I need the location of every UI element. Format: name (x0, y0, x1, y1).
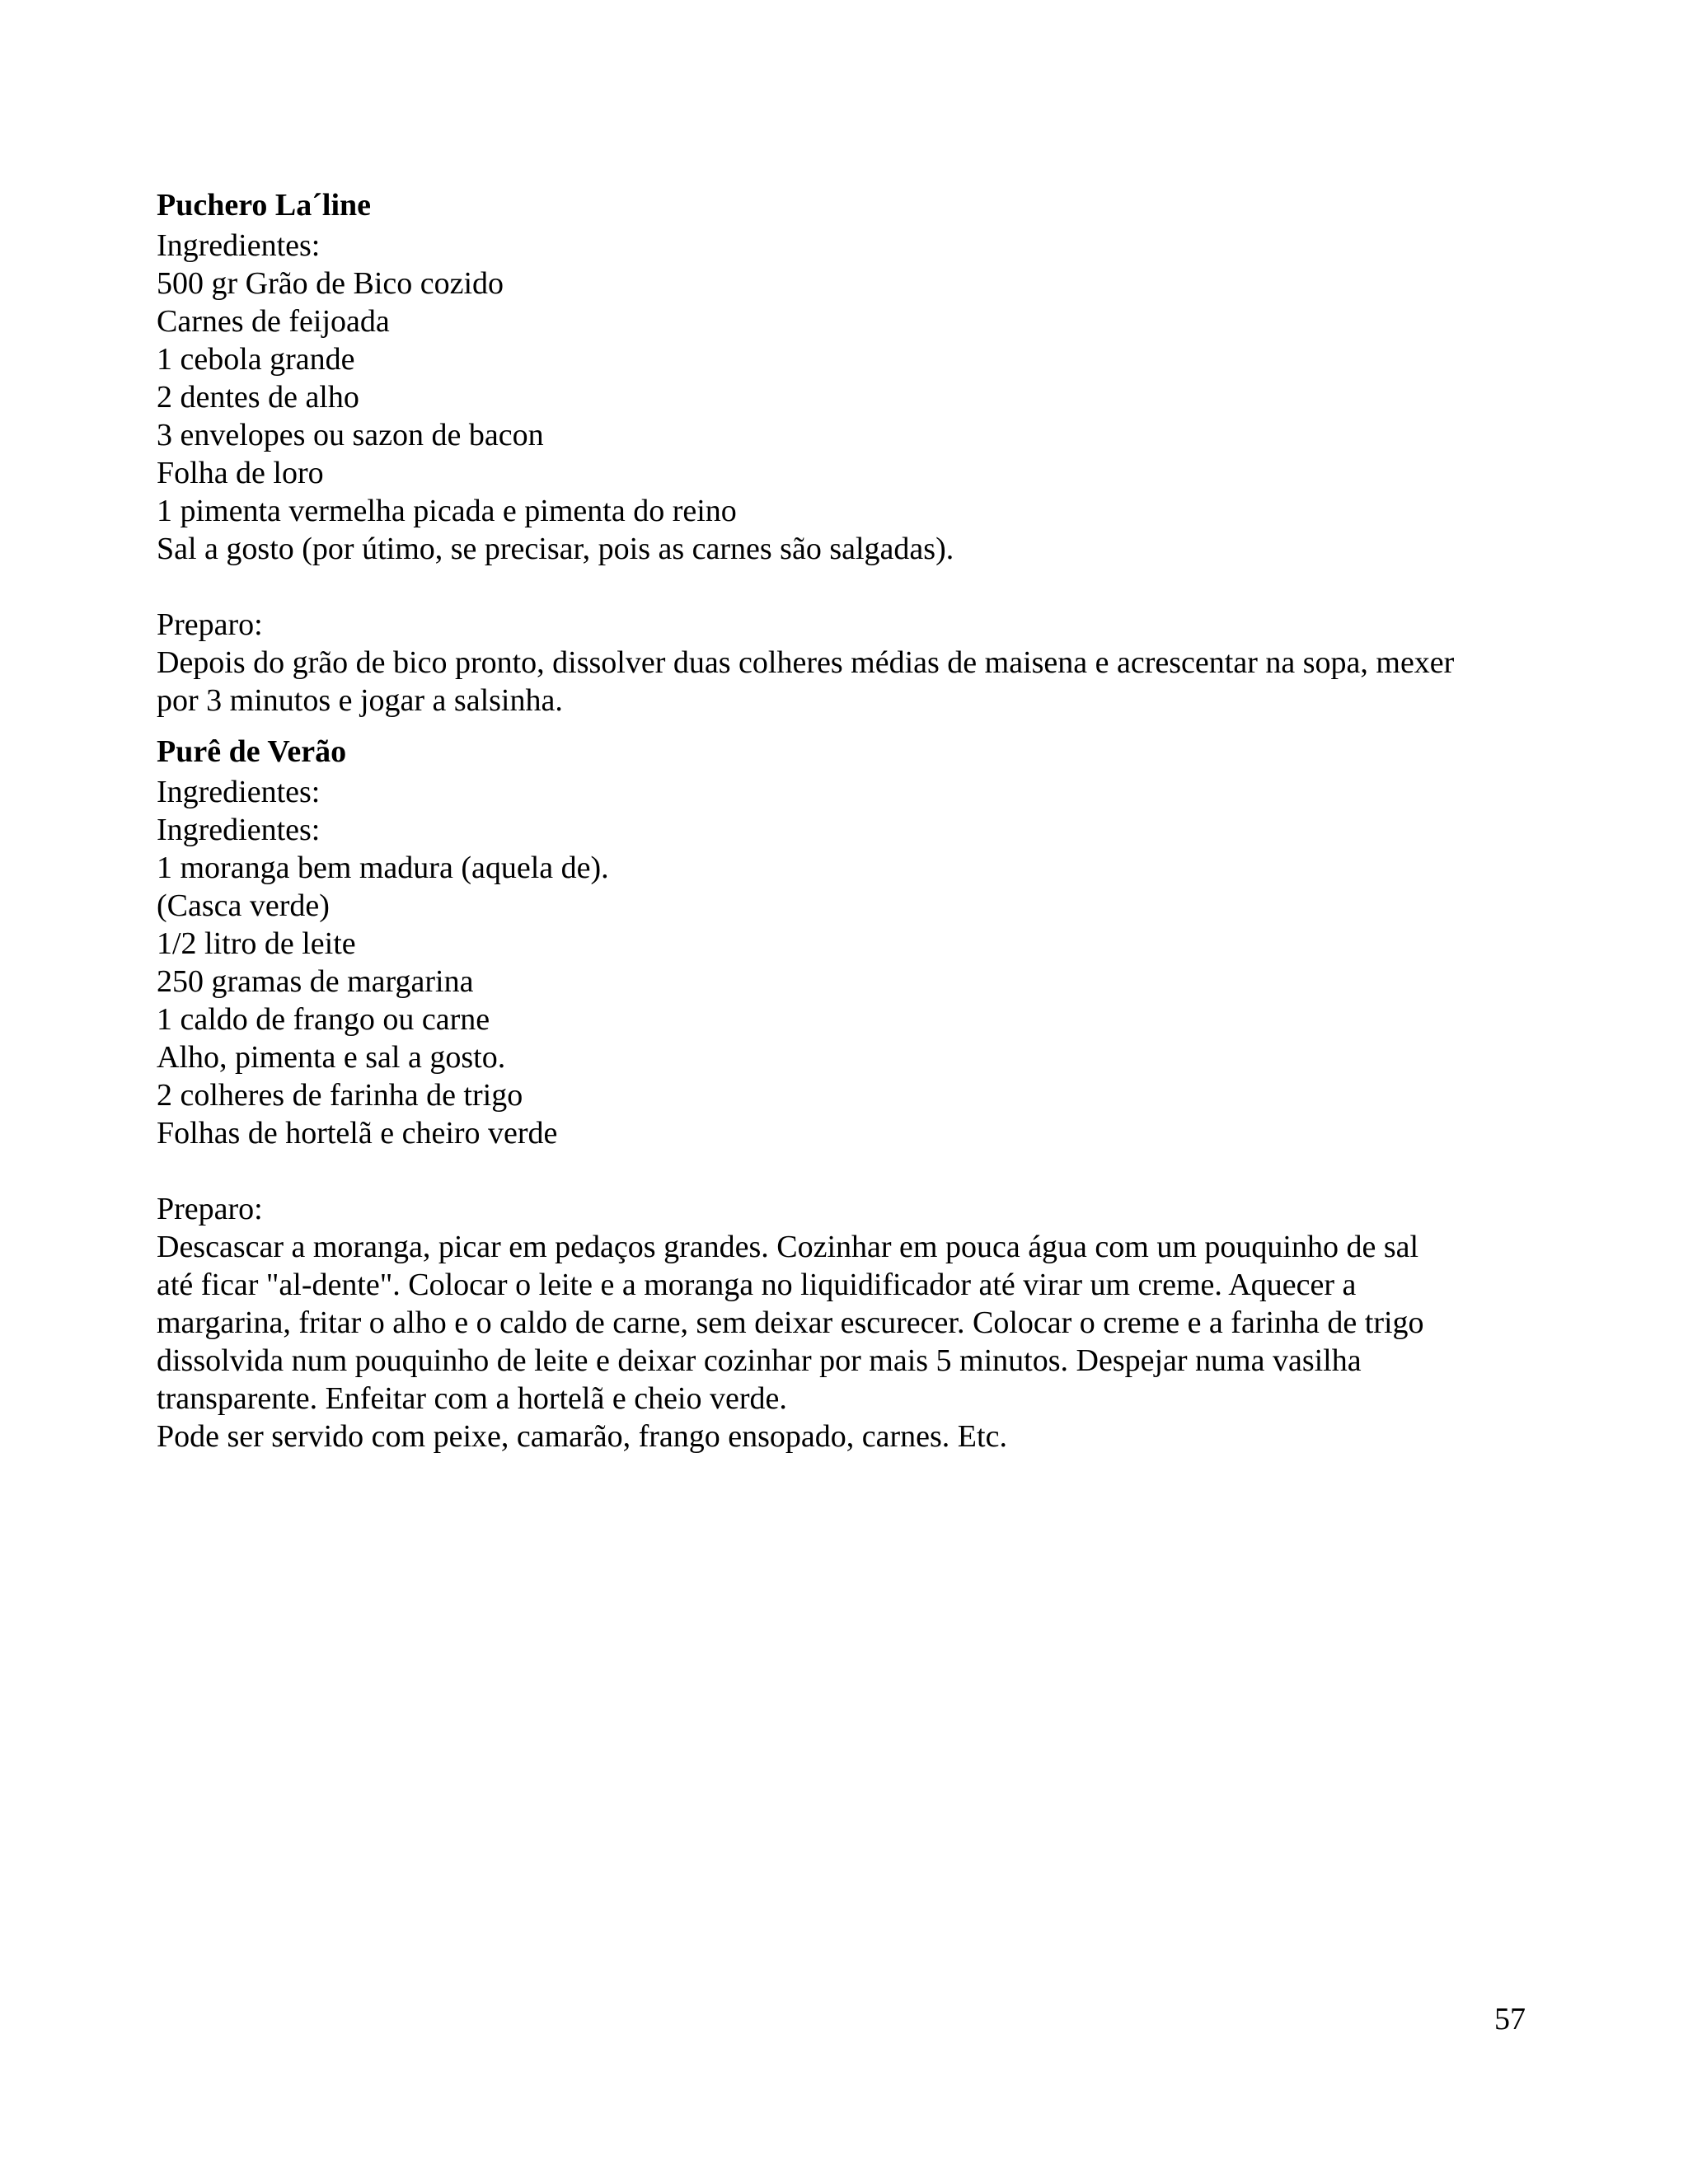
ingredient-item: 1 pimenta vermelha picada e pimenta do reino (157, 494, 737, 528)
ingredients-heading: Ingredientes: (157, 775, 321, 809)
recipe-puchero (157, 186, 1541, 719)
preparo-line: Pode ser servido com peixe, camarão, frango ensopado, carnes. Etc. (157, 1419, 1007, 1454)
ingredient-item: 1 caldo de frango ou carne (157, 1002, 490, 1037)
ingredient-item: Ingredientes: (157, 813, 321, 847)
ingredient-item: Folhas de hortelã e cheiro verde (157, 1116, 558, 1151)
preparo-line: por 3 minutos e jogar a salsinha. (157, 683, 563, 718)
ingredient-item: Carnes de feijoada (157, 304, 390, 339)
preparo-heading: Preparo: (157, 607, 263, 642)
preparo-line: até ficar "al-dente". Colocar o leite e a moranga no liquidificador até virar um creme. Aquecer a (157, 1268, 1357, 1302)
recipe-title: Purê de Verão (157, 734, 347, 769)
ingredient-item: Alho, pimenta e sal a gosto. (157, 1040, 506, 1075)
ingredient-item: 500 gr Grão de Bico cozido (157, 266, 504, 301)
ingredient-item: (Casca verde) (157, 888, 330, 923)
ingredient-item: 2 colheres de farinha de trigo (157, 1078, 523, 1113)
recipe-title: Puchero La´line (157, 188, 372, 223)
ingredient-item: 250 gramas de margarina (157, 964, 474, 999)
preparo-line: transparente. Enfeitar com a hortelã e cheio verde. (157, 1381, 787, 1416)
preparo-heading: Preparo: (157, 1192, 263, 1226)
page-number: 57 (1494, 2002, 1526, 2036)
preparo-line: margarina, fritar o alho e o caldo de carne, sem deixar escurecer. Colocar o creme e a farinha de trigo (157, 1305, 1424, 1340)
ingredient-item: 1/2 litro de leite (157, 926, 356, 961)
ingredient-item: 1 cebola grande (157, 342, 355, 377)
ingredient-item: 3 envelopes ou sazon de bacon (157, 418, 544, 452)
ingredient-item: 1 moranga bem madura (aquela de). (157, 851, 609, 885)
ingredient-item: 2 dentes de alho (157, 380, 359, 415)
ingredient-item: Folha de loro (157, 456, 324, 490)
ingredients-heading: Ingredientes: (157, 228, 321, 263)
ingredient-item: Sal a gosto (por útimo, se precisar, pois as carnes são salgadas). (157, 532, 954, 566)
preparo-line: dissolvida num pouquinho de leite e deixar cozinhar por mais 5 minutos. Despejar numa vasilha (157, 1343, 1362, 1378)
recipe-pure-de-verao (157, 733, 1541, 1455)
preparo-line: Descascar a moranga, picar em pedaços grandes. Cozinhar em pouca água com um pouquinho de sal (157, 1230, 1419, 1264)
preparo-line: Depois do grão de bico pronto, dissolver duas colheres médias de maisena e acrescentar na sopa, mexer (157, 645, 1455, 680)
page-content (157, 186, 1541, 1455)
